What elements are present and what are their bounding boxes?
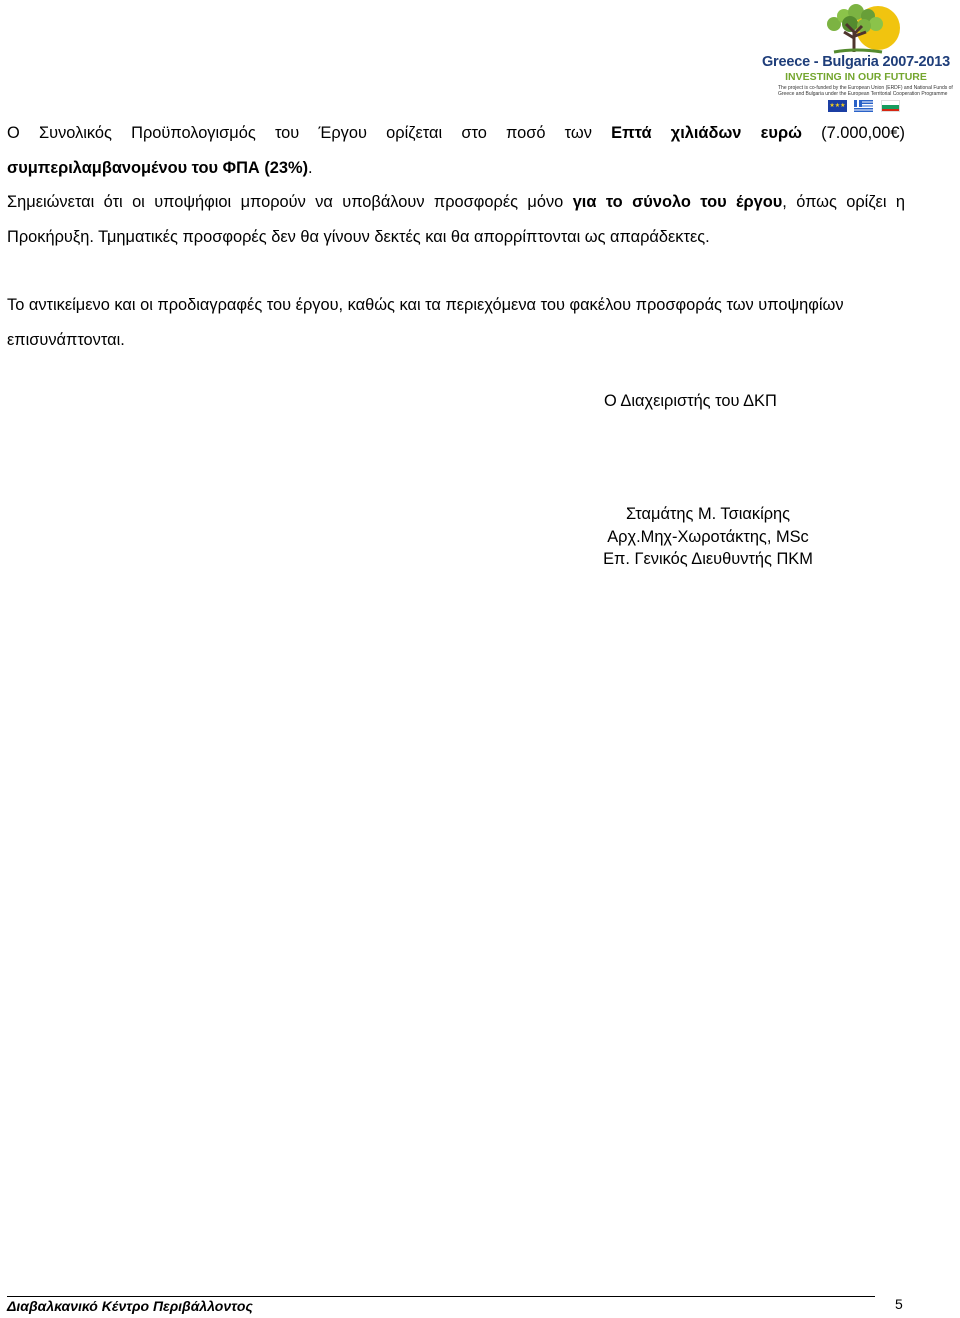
- signatory-name: Σταμάτης Μ. Τσιακίρης: [625, 505, 791, 523]
- footer-organization: Διαβαλκανικό Κέντρο Περιβάλλοντος: [7, 1298, 253, 1314]
- offers-text: Σημειώνεται ότι οι υποψήφιοι μπορούν να υποβάλουν προσφορές μόνο: [7, 193, 573, 211]
- funding-note: The project is co-funded by the European Union (ERDF) and National Funds of Greece and Bulgaria under the European Territorial Cooperation Programme: [778, 85, 953, 97]
- bulgarian-flag-icon: [881, 100, 900, 112]
- footer-divider: [7, 1296, 875, 1297]
- budget-amount-figure: (7.000,00€): [801, 124, 905, 142]
- programme-tagline: INVESTING IN OUR FUTURE: [785, 71, 927, 83]
- budget-amount-words: Επτά χιλιάδων ευρώ: [611, 124, 802, 142]
- budget-text: Ο Συνολικός Προϋπολογισμός του Έργου ορίζεται στο ποσό των: [7, 124, 612, 142]
- page-number: 5: [895, 1296, 903, 1312]
- programme-title: Greece - Bulgaria 2007-2013: [761, 54, 951, 70]
- budget-vat-note: συμπεριλαμβανομένου του ΦΠΑ (23%): [7, 158, 309, 177]
- signature-block: [578, 503, 838, 571]
- signatory-title: Αρχ.Μηχ-Χωροτάκτης, MSc: [607, 527, 809, 546]
- offers-paragraph: [7, 185, 905, 254]
- offers-rejection-text: , όπως ορίζει η Προκήρυξη. Τμηματικές προσφορές δεν θα γίνουν δεκτές και θα απορρίπτονται ως απαράδεκτες.: [7, 193, 905, 246]
- tree-sun-emblem: [804, 2, 908, 54]
- signatory-position: Επ. Γενικός Διευθυντής ΠΚΜ: [603, 550, 813, 568]
- greek-flag-icon: [854, 100, 873, 112]
- attachments-paragraph: Το αντικείμενο και οι προδιαγραφές του έργου, καθώς και τα περιεχόμενα του φακέλου προσφοράς των υποψηφίων επισυνάπτονται.: [7, 296, 844, 349]
- budget-paragraph: [7, 116, 905, 185]
- offers-scope: για το σύνολο του έργου: [572, 193, 783, 211]
- programme-logo: [756, 2, 956, 120]
- eu-flag-icon: ★★★: [828, 100, 847, 112]
- signatory-role: Ο Διαχειριστής του ΔΚΠ: [604, 392, 777, 410]
- budget-period: .: [308, 158, 313, 177]
